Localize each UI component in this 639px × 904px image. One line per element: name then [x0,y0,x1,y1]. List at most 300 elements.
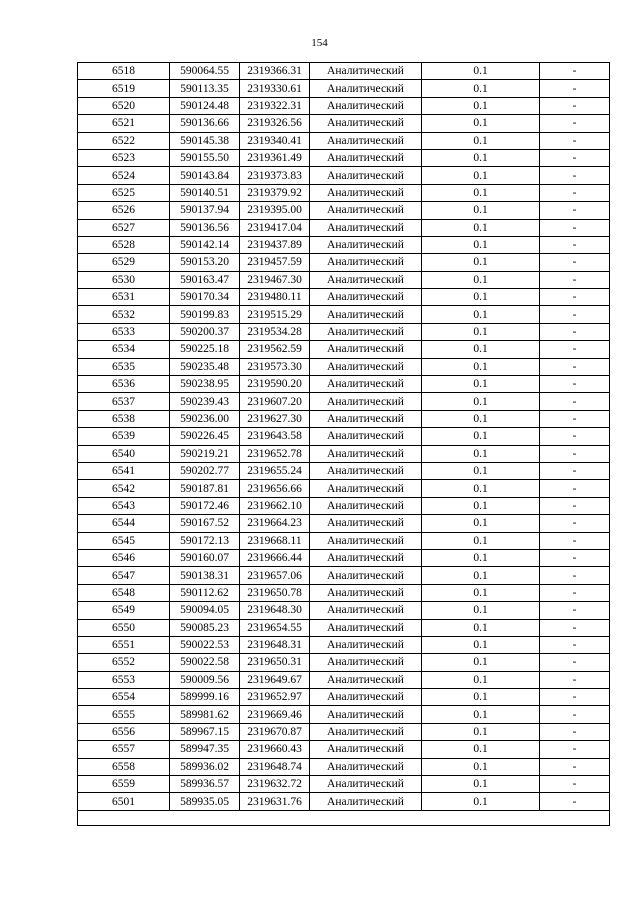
y-coordinate-cell: 2319361.49 [240,149,310,166]
note-cell: - [540,793,610,810]
note-cell: - [540,80,610,97]
method-cell: Аналитический [310,654,422,671]
y-coordinate-cell: 2319573.30 [240,358,310,375]
x-coordinate-cell: 590219.21 [170,445,240,462]
point-number-cell: 6527 [78,219,170,236]
table-row [78,671,610,688]
note-cell: - [540,758,610,775]
note-cell: - [540,480,610,497]
point-number-cell: 6553 [78,671,170,688]
accuracy-cell: 0.1 [422,636,540,653]
note-cell: - [540,462,610,479]
table-row [78,289,610,306]
x-coordinate-cell: 590137.94 [170,202,240,219]
y-coordinate-cell: 2319457.59 [240,254,310,271]
note-cell: - [540,549,610,566]
method-cell: Аналитический [310,271,422,288]
x-coordinate-cell: 590239.43 [170,393,240,410]
y-coordinate-cell: 2319654.55 [240,619,310,636]
y-coordinate-cell: 2319373.83 [240,167,310,184]
point-number-cell: 6544 [78,515,170,532]
accuracy-cell: 0.1 [422,480,540,497]
point-number-cell: 6559 [78,776,170,793]
y-coordinate-cell: 2319650.31 [240,654,310,671]
point-number-cell: 6555 [78,706,170,723]
method-cell: Аналитический [310,776,422,793]
y-coordinate-cell: 2319322.31 [240,97,310,114]
accuracy-cell: 0.1 [422,445,540,462]
method-cell: Аналитический [310,167,422,184]
x-coordinate-cell: 590143.84 [170,167,240,184]
table-row [78,497,610,514]
point-number-cell: 6545 [78,532,170,549]
y-coordinate-cell: 2319664.23 [240,515,310,532]
note-cell: - [540,706,610,723]
note-cell: - [540,358,610,375]
point-number-cell: 6524 [78,167,170,184]
accuracy-cell: 0.1 [422,602,540,619]
method-cell: Аналитический [310,341,422,358]
y-coordinate-cell: 2319650.78 [240,584,310,601]
table-row [78,254,610,271]
point-number-cell: 6552 [78,654,170,671]
method-cell: Аналитический [310,497,422,514]
method-cell: Аналитический [310,393,422,410]
accuracy-cell: 0.1 [422,515,540,532]
accuracy-cell: 0.1 [422,462,540,479]
y-coordinate-cell: 2319666.44 [240,549,310,566]
y-coordinate-cell: 2319395.00 [240,202,310,219]
table-row [78,410,610,427]
table-row [78,358,610,375]
x-coordinate-cell: 590022.53 [170,636,240,653]
accuracy-cell: 0.1 [422,115,540,132]
y-coordinate-cell: 2319417.04 [240,219,310,236]
table-row [78,741,610,758]
y-coordinate-cell: 2319668.11 [240,532,310,549]
accuracy-cell: 0.1 [422,132,540,149]
accuracy-cell: 0.1 [422,219,540,236]
table-row [78,63,610,80]
x-coordinate-cell: 590124.48 [170,97,240,114]
method-cell: Аналитический [310,445,422,462]
note-cell: - [540,532,610,549]
page-number: 154 [311,37,328,49]
method-cell: Аналитический [310,202,422,219]
method-cell: Аналитический [310,184,422,201]
x-coordinate-cell: 590085.23 [170,619,240,636]
accuracy-cell: 0.1 [422,393,540,410]
y-coordinate-cell: 2319669.46 [240,706,310,723]
point-number-cell: 6551 [78,636,170,653]
table-row [78,167,610,184]
table-row [78,184,610,201]
note-cell: - [540,654,610,671]
table-row [78,323,610,340]
method-cell: Аналитический [310,741,422,758]
accuracy-cell: 0.1 [422,271,540,288]
accuracy-cell: 0.1 [422,584,540,601]
coordinates-table [77,62,610,826]
x-coordinate-cell: 590236.00 [170,410,240,427]
point-number-cell: 6536 [78,376,170,393]
note-cell: - [540,619,610,636]
method-cell: Аналитический [310,80,422,97]
x-coordinate-cell: 590235.48 [170,358,240,375]
point-number-cell: 6531 [78,289,170,306]
point-number-cell: 6522 [78,132,170,149]
point-number-cell: 6528 [78,236,170,253]
point-number-cell: 6557 [78,741,170,758]
method-cell: Аналитический [310,793,422,810]
table-row [78,602,610,619]
coordinates-table-body [78,63,610,826]
y-coordinate-cell: 2319340.41 [240,132,310,149]
note-cell: - [540,63,610,80]
note-cell: - [540,689,610,706]
method-cell: Аналитический [310,289,422,306]
method-cell: Аналитический [310,619,422,636]
method-cell: Аналитический [310,358,422,375]
table-row [78,636,610,653]
method-cell: Аналитический [310,671,422,688]
y-coordinate-cell: 2319590.20 [240,376,310,393]
x-coordinate-cell: 590155.50 [170,149,240,166]
x-coordinate-cell: 590200.37 [170,323,240,340]
method-cell: Аналитический [310,219,422,236]
accuracy-cell: 0.1 [422,236,540,253]
method-cell: Аналитический [310,306,422,323]
method-cell: Аналитический [310,480,422,497]
table-row [78,793,610,810]
y-coordinate-cell: 2319379.92 [240,184,310,201]
y-coordinate-cell: 2319627.30 [240,410,310,427]
method-cell: Аналитический [310,323,422,340]
accuracy-cell: 0.1 [422,689,540,706]
accuracy-cell: 0.1 [422,654,540,671]
accuracy-cell: 0.1 [422,793,540,810]
accuracy-cell: 0.1 [422,532,540,549]
table-row [78,706,610,723]
accuracy-cell: 0.1 [422,358,540,375]
table-row [78,776,610,793]
note-cell: - [540,97,610,114]
method-cell: Аналитический [310,376,422,393]
accuracy-cell: 0.1 [422,167,540,184]
table-row [78,689,610,706]
y-coordinate-cell: 2319467.30 [240,271,310,288]
note-cell: - [540,289,610,306]
method-cell: Аналитический [310,723,422,740]
table-row [78,376,610,393]
accuracy-cell: 0.1 [422,341,540,358]
y-coordinate-cell: 2319648.30 [240,602,310,619]
method-cell: Аналитический [310,115,422,132]
x-coordinate-cell: 590064.55 [170,63,240,80]
accuracy-cell: 0.1 [422,289,540,306]
y-coordinate-cell: 2319649.67 [240,671,310,688]
point-number-cell: 6543 [78,497,170,514]
point-number-cell: 6541 [78,462,170,479]
point-number-cell: 6537 [78,393,170,410]
point-number-cell: 6549 [78,602,170,619]
note-cell: - [540,306,610,323]
method-cell: Аналитический [310,97,422,114]
note-cell: - [540,584,610,601]
y-coordinate-cell: 2319534.28 [240,323,310,340]
note-cell: - [540,671,610,688]
point-number-cell: 6539 [78,428,170,445]
note-cell: - [540,323,610,340]
method-cell: Аналитический [310,132,422,149]
point-number-cell: 6530 [78,271,170,288]
table-row [78,219,610,236]
point-number-cell: 6532 [78,306,170,323]
accuracy-cell: 0.1 [422,410,540,427]
point-number-cell: 6535 [78,358,170,375]
point-number-cell: 6533 [78,323,170,340]
accuracy-cell: 0.1 [422,549,540,566]
method-cell: Аналитический [310,758,422,775]
table-row [78,567,610,584]
note-cell: - [540,741,610,758]
accuracy-cell: 0.1 [422,741,540,758]
table-row [78,462,610,479]
table-row [78,445,610,462]
table-row [78,80,610,97]
method-cell: Аналитический [310,149,422,166]
x-coordinate-cell: 590170.34 [170,289,240,306]
table-row [78,619,610,636]
x-coordinate-cell: 590172.46 [170,497,240,514]
y-coordinate-cell: 2319652.78 [240,445,310,462]
y-coordinate-cell: 2319632.72 [240,776,310,793]
x-coordinate-cell: 589981.62 [170,706,240,723]
method-cell: Аналитический [310,636,422,653]
method-cell: Аналитический [310,236,422,253]
y-coordinate-cell: 2319656.66 [240,480,310,497]
method-cell: Аналитический [310,428,422,445]
x-coordinate-cell: 590142.14 [170,236,240,253]
point-number-cell: 6529 [78,254,170,271]
x-coordinate-cell: 590225.18 [170,341,240,358]
table-row [78,428,610,445]
table-row [78,532,610,549]
x-coordinate-cell: 590112.62 [170,584,240,601]
accuracy-cell: 0.1 [422,184,540,201]
note-cell: - [540,445,610,462]
x-coordinate-cell: 590199.83 [170,306,240,323]
table-row [78,515,610,532]
method-cell: Аналитический [310,532,422,549]
point-number-cell: 6548 [78,584,170,601]
note-cell: - [540,184,610,201]
x-coordinate-cell: 590094.05 [170,602,240,619]
table-row [78,584,610,601]
table-row [78,132,610,149]
accuracy-cell: 0.1 [422,254,540,271]
method-cell: Аналитический [310,567,422,584]
x-coordinate-cell: 590009.56 [170,671,240,688]
accuracy-cell: 0.1 [422,80,540,97]
y-coordinate-cell: 2319515.29 [240,306,310,323]
accuracy-cell: 0.1 [422,323,540,340]
x-coordinate-cell: 589947.35 [170,741,240,758]
method-cell: Аналитический [310,515,422,532]
y-coordinate-cell: 2319643.58 [240,428,310,445]
y-coordinate-cell: 2319648.74 [240,758,310,775]
note-cell: - [540,428,610,445]
note-cell: - [540,636,610,653]
point-number-cell: 6558 [78,758,170,775]
x-coordinate-cell: 589935.05 [170,793,240,810]
x-coordinate-cell: 590138.31 [170,567,240,584]
point-number-cell: 6554 [78,689,170,706]
x-coordinate-cell: 590022.58 [170,654,240,671]
y-coordinate-cell: 2319660.43 [240,741,310,758]
accuracy-cell: 0.1 [422,567,540,584]
method-cell: Аналитический [310,584,422,601]
y-coordinate-cell: 2319662.10 [240,497,310,514]
table-row [78,654,610,671]
y-coordinate-cell: 2319326.56 [240,115,310,132]
accuracy-cell: 0.1 [422,202,540,219]
y-coordinate-cell: 2319366.31 [240,63,310,80]
x-coordinate-cell: 590136.66 [170,115,240,132]
note-cell: - [540,236,610,253]
x-coordinate-cell: 589936.02 [170,758,240,775]
x-coordinate-cell: 590145.38 [170,132,240,149]
y-coordinate-cell: 2319562.59 [240,341,310,358]
method-cell: Аналитический [310,63,422,80]
point-number-cell: 6521 [78,115,170,132]
note-cell: - [540,167,610,184]
x-coordinate-cell: 590226.45 [170,428,240,445]
accuracy-cell: 0.1 [422,97,540,114]
x-coordinate-cell: 590238.95 [170,376,240,393]
accuracy-cell: 0.1 [422,149,540,166]
accuracy-cell: 0.1 [422,619,540,636]
note-cell: - [540,376,610,393]
note-cell: - [540,132,610,149]
x-coordinate-cell: 590167.52 [170,515,240,532]
table-row [78,758,610,775]
accuracy-cell: 0.1 [422,428,540,445]
accuracy-cell: 0.1 [422,671,540,688]
accuracy-cell: 0.1 [422,776,540,793]
note-cell: - [540,219,610,236]
x-coordinate-cell: 590202.77 [170,462,240,479]
table-row [78,306,610,323]
y-coordinate-cell: 2319652.97 [240,689,310,706]
y-coordinate-cell: 2319670.87 [240,723,310,740]
note-cell: - [540,515,610,532]
method-cell: Аналитический [310,549,422,566]
accuracy-cell: 0.1 [422,706,540,723]
note-cell: - [540,115,610,132]
point-number-cell: 6518 [78,63,170,80]
method-cell: Аналитический [310,602,422,619]
point-number-cell: 6525 [78,184,170,201]
point-number-cell: 6546 [78,549,170,566]
table-row [78,271,610,288]
point-number-cell: 6534 [78,341,170,358]
note-cell: - [540,410,610,427]
point-number-cell: 6523 [78,149,170,166]
note-cell: - [540,149,610,166]
point-number-cell: 6519 [78,80,170,97]
table-row [78,723,610,740]
x-coordinate-cell: 589999.16 [170,689,240,706]
x-coordinate-cell: 589967.15 [170,723,240,740]
x-coordinate-cell: 590153.20 [170,254,240,271]
y-coordinate-cell: 2319480.11 [240,289,310,306]
x-coordinate-cell: 590160.07 [170,549,240,566]
note-cell: - [540,776,610,793]
point-number-cell: 6556 [78,723,170,740]
note-cell: - [540,393,610,410]
table-row [78,393,610,410]
x-coordinate-cell: 590140.51 [170,184,240,201]
method-cell: Аналитический [310,462,422,479]
point-number-cell: 6547 [78,567,170,584]
note-cell: - [540,254,610,271]
note-cell: - [540,497,610,514]
point-number-cell: 6501 [78,793,170,810]
note-cell: - [540,271,610,288]
point-number-cell: 6550 [78,619,170,636]
table-row [78,341,610,358]
table-row [78,236,610,253]
y-coordinate-cell: 2319657.06 [240,567,310,584]
x-coordinate-cell: 589936.57 [170,776,240,793]
table-row [78,97,610,114]
note-cell: - [540,723,610,740]
x-coordinate-cell: 590172.13 [170,532,240,549]
point-number-cell: 6520 [78,97,170,114]
table-row [78,549,610,566]
table-row [78,480,610,497]
accuracy-cell: 0.1 [422,758,540,775]
accuracy-cell: 0.1 [422,376,540,393]
note-cell: - [540,567,610,584]
point-number-cell: 6526 [78,202,170,219]
note-cell: - [540,341,610,358]
method-cell: Аналитический [310,706,422,723]
table-row [78,202,610,219]
note-cell: - [540,202,610,219]
y-coordinate-cell: 2319648.31 [240,636,310,653]
accuracy-cell: 0.1 [422,306,540,323]
empty-table-row [78,810,610,825]
accuracy-cell: 0.1 [422,497,540,514]
y-coordinate-cell: 2319437.89 [240,236,310,253]
x-coordinate-cell: 590187.81 [170,480,240,497]
y-coordinate-cell: 2319655.24 [240,462,310,479]
note-cell: - [540,602,610,619]
x-coordinate-cell: 590136.56 [170,219,240,236]
method-cell: Аналитический [310,410,422,427]
x-coordinate-cell: 590163.47 [170,271,240,288]
accuracy-cell: 0.1 [422,63,540,80]
y-coordinate-cell: 2319631.76 [240,793,310,810]
y-coordinate-cell: 2319330.61 [240,80,310,97]
point-number-cell: 6538 [78,410,170,427]
point-number-cell: 6542 [78,480,170,497]
point-number-cell: 6540 [78,445,170,462]
y-coordinate-cell: 2319607.20 [240,393,310,410]
accuracy-cell: 0.1 [422,723,540,740]
